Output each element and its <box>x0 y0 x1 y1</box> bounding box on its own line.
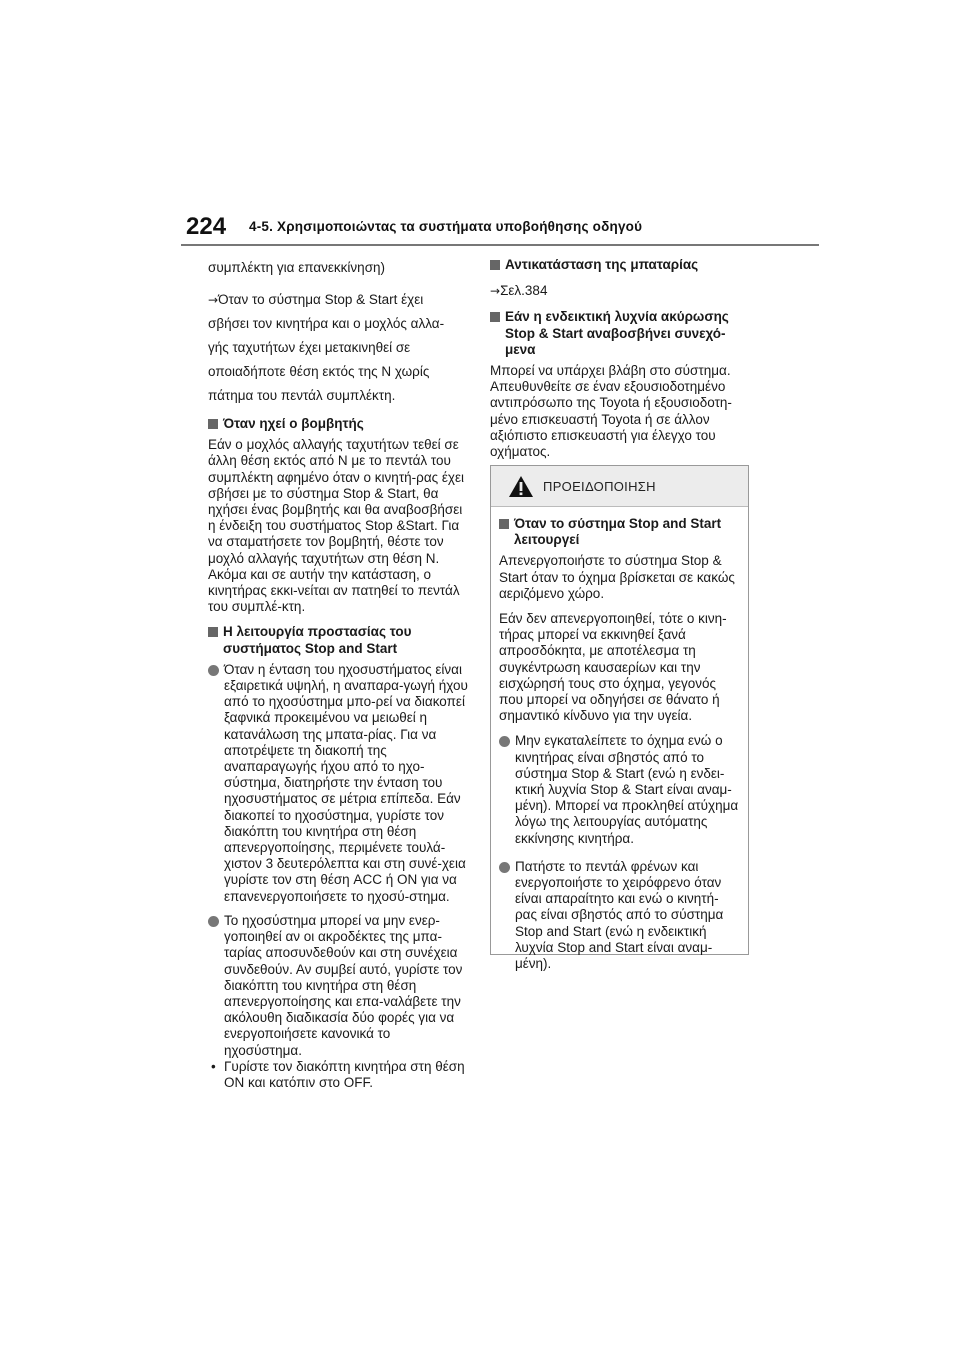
bullet-dot-icon <box>208 665 219 676</box>
square-marker-icon <box>208 627 218 637</box>
heading-text: Αντικατάσταση της μπαταρίας <box>505 257 699 272</box>
square-marker-icon <box>490 260 500 270</box>
sub-bullet-marker: • <box>211 1058 216 1074</box>
bullet-dot-icon <box>208 916 219 927</box>
section-heading-indicator <box>490 309 752 358</box>
square-marker-icon <box>499 519 509 529</box>
indicator-paragraph: Μπορεί να υπάρχει βλάβη στο σύστημα. Απευθυνθείτε σε έναν εξουσιοδοτημένο αντιπρόσωπο της Toyota ή εξουσιοδοτη-μένο επισκευαστή Toyota ή σε άλλον αξιόπιστο επισκευαστή για έλεγχο του οχήματος. <box>490 363 732 460</box>
warning-header <box>491 466 748 507</box>
square-marker-icon <box>208 419 218 429</box>
heading-text: Όταν το σύστημα Stop and Start λειτουργεί <box>514 516 722 548</box>
header-rule <box>181 244 819 246</box>
bullet-dot-icon <box>499 862 510 873</box>
warning-triangle-icon <box>508 475 534 498</box>
warning-paragraph: Απενεργοποιήστε το σύστημα Stop & Start όταν το όχημα βρίσκεται σε κακώς αεριζόμενο χώρο. <box>499 553 735 601</box>
arrow-note-line: σβήσει τον κινητήρα και ο μοχλός αλλα- <box>208 316 445 331</box>
bullet-item <box>499 733 740 846</box>
arrow-note-text: Όταν το σύστημα Stop & Start έχει <box>218 292 424 307</box>
arrow-note-line <box>208 288 470 312</box>
arrow-icon: → <box>490 284 501 299</box>
bullet-item <box>208 662 470 905</box>
battery-reference <box>490 283 752 299</box>
bullet-text: Μην εγκαταλείπετε το όχημα ενώ ο κινητήρας είναι σβηστός από το σύστημα Stop & Start (ενώ η ενδει-κτική λυχνία Stop & Start είναι αναμ-μένη). Μπορεί να προκληθεί ατύχημα λόγω της λειτουργίας αυτόματης εκκίνησης κινητήρα. <box>515 733 739 846</box>
bullet-item <box>208 913 470 1059</box>
square-marker-icon <box>490 312 500 322</box>
arrow-note-line: γής ταχυτήτων έχει μετακινηθεί σε <box>208 340 411 355</box>
page-header <box>0 0 960 248</box>
sub-bullet-item <box>208 1059 470 1091</box>
intro-line: συμπλέκτη για επανεκκίνηση) <box>208 260 386 275</box>
arrow-icon: → <box>208 293 219 307</box>
bullet-item <box>499 859 740 972</box>
arrow-note-line: οποιαδήποτε θέση εκτός της Ν χωρίς <box>208 364 430 379</box>
right-column <box>490 256 752 469</box>
heading-text: Όταν ηχεί ο βομβητής <box>223 416 364 431</box>
buzzer-paragraph: Εάν ο μοχλός αλλαγής ταχυτήτων τεθεί σε άλλη θέση εκτός από Ν με το πεντάλ του συμπλέκτη αφημένο όταν ο κινητή-ρας έχει σβήσει με το σύστημα Stop & Start, θα ηχήσει ένας βομβητής και θα αναβοσβήσει η ένδειξη του συστήματος Stop &Start. Για να σταματήσετε τον βομβητή, θέστε τον μοχλό αλλαγής ταχυτήτων στη θέση Ν. Ακόμα και σε αυτήν την κατάσταση, ο κινητήρας εκκι-νείται αν πατηθεί το πεντάλ του συμπλέ-κτη. <box>208 437 465 615</box>
page-reference: Σελ.384 <box>500 283 548 299</box>
arrow-note <box>208 288 470 408</box>
bullet-text: Πατήστε το πεντάλ φρένων και ενεργοποιήστε το χειρόφρενο όταν είναι απαραίτητο και ενώ ο κινητή-ρας είναι σβηστός από το σύστημα Stop and Start (ενώ η ενδεικτική λυχνία Stop and Start είναι αναμ-μένη). <box>515 858 724 972</box>
section-heading-buzzer <box>208 416 470 432</box>
arrow-note-line: πάτημα του πεντάλ συμπλέκτη. <box>208 388 396 403</box>
heading-text: Εάν η ενδεικτική λυχνία ακύρωσης Stop & Start αναβοσβήνει συνεχό-μενα <box>505 309 729 357</box>
bullet-text: Το ηχοσύστημα μπορεί να μην ενερ-γοποιηθεί αν οι ακροδέκτες της μπα-ταρίας αποσυνδεθούν και στη συνέχεια συνδεθούν. Αν συμβεί αυτό, γυρίστε τον διακόπτη του κινητήρα στη θέση απενεργοποίησης και επα-ναλάβετε την ακόλουθη διαδικασία δύο φορές για να ενεργοποιήσετε κανονικά το ηχοσύστημα. <box>224 912 463 1058</box>
warning-paragraph: Εάν δεν απενεργοποιηθεί, τότε ο κινη-τήρας μπορεί να εκκινηθεί ξανά απροσδόκητα, με αποτέλεσμα τη συγκέντρωση καυσαερίων και την εισχώρησή τους στο όχημα, γεγονός που μπορεί να οδηγήσει σε θάνατο ή σημαντικό κίνδυνο για την υγεία. <box>499 611 727 724</box>
heading-text: Η λειτουργία προστασίας του συστήματος Stop and Start <box>223 624 412 656</box>
sub-bullet-text: Γυρίστε τον διακόπτη κινητήρα στη θέση ON και κατόπιν στο OFF. <box>224 1058 465 1090</box>
page-number: 224 <box>186 213 227 240</box>
warning-heading <box>499 516 740 548</box>
warning-body <box>491 507 748 972</box>
chapter-title: 4-5. Χρησιμοποιώντας τα συστήματα υποβοήθησης οδηγού <box>249 219 643 234</box>
left-column <box>208 256 470 1091</box>
section-heading-protection <box>208 624 470 656</box>
section-heading-battery <box>490 257 752 273</box>
warning-box <box>490 465 749 972</box>
warning-title: ΠΡΟΕΙΔΟΠΟΙΗΣΗ <box>543 479 656 494</box>
bullet-dot-icon <box>499 736 510 747</box>
bullet-text: Όταν η ένταση του ηχοσυστήματος είναι εξαιρετικά υψηλή, η αναπαρα-γωγή ήχου από το ηχοσύστημα μπο-ρεί να διακοπεί ξαφνικά προκειμένου να μειωθεί η κατανάλωση της μπατα-ρίας. Για να αποτρέψετε τη διακοπή της αναπαραγωγής ήχου από το ηχο-σύστημα, διατηρήστε την ένταση του ηχοσυστήματος σε μέτρια επίπεδα. Εάν διακοπεί το ηχοσύστημα, γυρίστε τον διακόπτη του κινητήρα στη θέση απενεργοποίησης, περιμένετε τουλά-χιστον 3 δευτερόλεπτα και στη συνέ-χεια γυρίστε τον στη θέση ACC ή ON για να επανενεργοποιήσετε το ηχοσύ-στημα. <box>224 661 468 904</box>
